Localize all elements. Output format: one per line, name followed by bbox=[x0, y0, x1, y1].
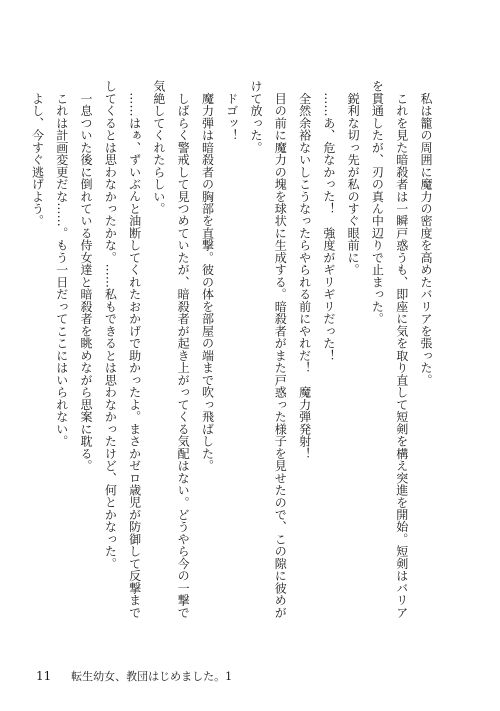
text-line: を貫通したが、刃の真ん中辺りで止まった。 bbox=[370, 80, 385, 325]
text-line: 鋭利な切っ先が私のすぐ眼前に。 bbox=[346, 80, 361, 276]
text-line: ……あ、危なかった！ 強度がギリギリだった！ bbox=[321, 80, 336, 362]
text-line: しばらく警戒して見つめていたが、暗殺者が起き上がってくる気配はない。どうやら今の一撃で bbox=[176, 80, 191, 619]
text-line: 全然余裕ないしこうなったらやられる前にやれだ！ 魔力弾発射！ bbox=[297, 80, 312, 460]
text-line: 一息ついた後に倒れている侍女達と暗殺者を眺めながら思案に耽る。 bbox=[79, 80, 94, 472]
text-line: これを見た暗殺者は一瞬戸惑うも、即座に気を取り直して短剣を構え突進を開始。短剣はバリア bbox=[394, 80, 409, 619]
page-number: 11 bbox=[36, 669, 52, 683]
text-line: 気絶してくれたらしい。 bbox=[151, 80, 166, 215]
text-line: よし、今すぐ逃げよう。 bbox=[30, 80, 45, 227]
text-line: ……はぁ、ずいぶんと油断してくれたおかげで助かったよ。まさかゼロ歳児が防御して反撃まで bbox=[127, 80, 142, 619]
text-line: 私は籠の周囲に魔力の密度を高めたバリアを張った。 bbox=[419, 80, 433, 386]
page-footer bbox=[36, 668, 232, 684]
text-line: けて放った。 bbox=[249, 80, 264, 154]
text-line: ドゴッ！ bbox=[224, 80, 239, 142]
text-line: 目の前に魔力の塊を球状に生成する。暗殺者がまた戸惑った様子を見せたので、この隙に彼めが bbox=[273, 80, 288, 619]
text-line: これは計画変更だな……。もう一日だってここにはいられない。 bbox=[54, 80, 69, 448]
vertical-text-body bbox=[25, 80, 438, 640]
text-line: してくるとは思わなかったかな。……私もできるとは思わなかったけど、何とかなった。 bbox=[103, 80, 118, 570]
book-title: 転生幼女、教団はじめました。1 bbox=[71, 670, 233, 683]
text-line: 魔力弾は暗殺者の胸部を直撃。彼の体を部屋の端まで吹っ飛ばした。 bbox=[200, 80, 215, 472]
